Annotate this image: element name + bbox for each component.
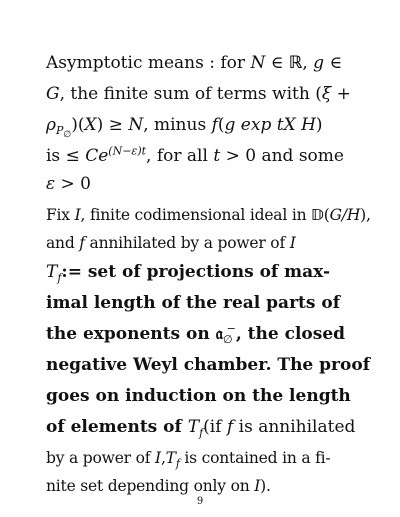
text-line-6: Fix I, finite codimensional ideal in 𝔻(G/H), [46, 206, 371, 224]
text-line-5: ε > 0 [46, 174, 91, 194]
text-line-13: of elements of $T_f(if$ f is annihilated [46, 417, 356, 440]
text-line-3: $\rho_{P_\emptyset})(X) \ge N$, minus f(g exp tX H) [46, 115, 323, 141]
text-line-10: the exponents on 𝔞$_\emptyset$−, the closed [46, 322, 346, 347]
text-line-1: Asymptotic means : for N ∈ ℝ, g ∈ [46, 53, 343, 73]
text-line-14: by a power of $I,T_f$ is contained in a fi- [46, 449, 331, 471]
text-line-15: nite set depending only on I). [46, 477, 271, 495]
text-line-2: G, the finite sum of terms with (ξ + [46, 84, 351, 104]
page-number: 9 [196, 496, 204, 507]
text-line-11: negative Weyl chamber. The proof [46, 355, 371, 375]
text-line-7: and f annihilated by a power of I [46, 234, 296, 252]
text-line-4: is ≤ $Ce^{(N-\varepsilon)t}$, for all t > 0 and some [46, 144, 344, 166]
text-line-8: $T_f:=$ set of projections of max- [46, 262, 331, 285]
text-line-9: imal length of the real parts of [46, 293, 341, 313]
text-line-12: goes on induction on the length [46, 386, 351, 406]
